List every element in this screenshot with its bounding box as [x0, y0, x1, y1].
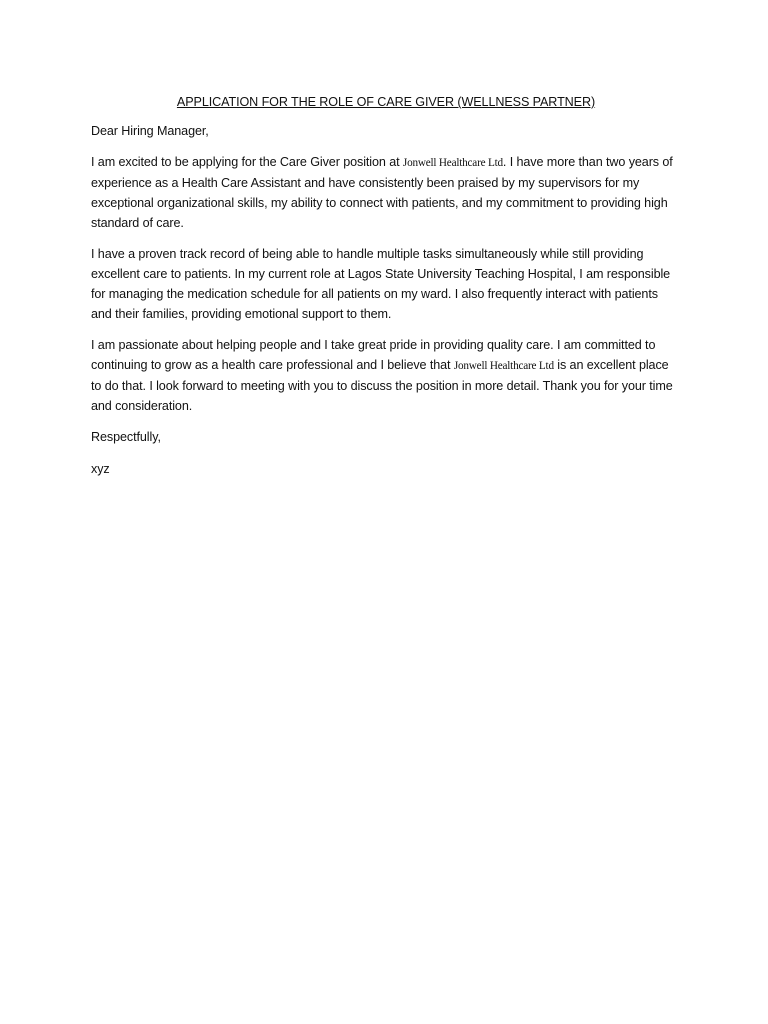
paragraph-motivation-start: I am passionate about helping people and I take great pride in providing quality care. I am committed to continuing to grow as a health care professional and I believe that [91, 338, 656, 372]
letter-title: APPLICATION FOR THE ROLE OF CARE GIVER (WELLNESS PARTNER) [176, 95, 596, 109]
paragraph-motivation [91, 335, 681, 416]
paragraph-intro [91, 152, 681, 233]
cover-letter [91, 92, 681, 479]
salutation: Dear Hiring Manager, [91, 124, 209, 138]
paragraph-motivation-end: is an excellent place to do that. I look forward to meeting with you to discuss the position in more detail. Thank you for your time and consideration. [91, 358, 673, 413]
paragraph-experience: I have a proven track record of being able to handle multiple tasks simultaneously while still providing excellent care to patients. In my current role at Lagos State University Teaching Hospital, I am responsible for managing the medication schedule for all patients on my ward. I also frequently interact with patients and their families, providing emotional support to them. [91, 247, 671, 321]
company-name: Jonwell Healthcare Ltd [402, 157, 503, 169]
closing-line: Respectfully, [91, 430, 161, 444]
company-name-repeat: Jonwell Healthcare Ltd [453, 360, 554, 372]
paragraph-intro-start: I am excited to be applying for the Care Giver position at [91, 155, 403, 169]
paragraph-intro-end: . I have more than two years of experience as a Health Care Assistant and have consistently been praised by my supervisors for my exceptional organizational skills, my ability to connect with patients, and my commitment to providing high standard of care. [91, 155, 673, 230]
signature: xyz [91, 462, 110, 476]
